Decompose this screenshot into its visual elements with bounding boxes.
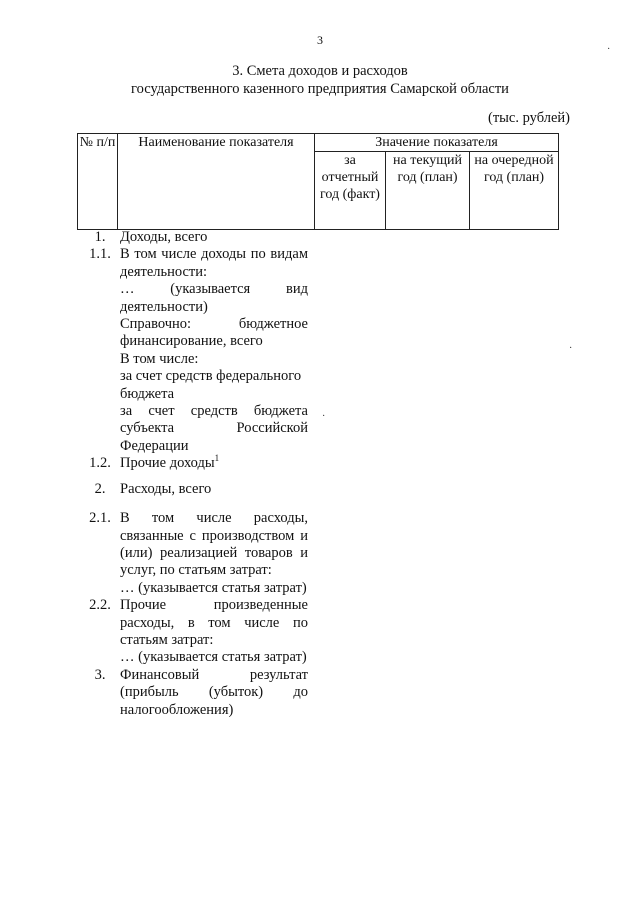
row-label: [120, 455, 308, 472]
row-label: Финансовый результат (прибыль (убыток) до налогообложения): [120, 666, 308, 718]
footnote-marker: 1: [214, 453, 220, 464]
scan-speck: ·: [607, 44, 611, 55]
row-number: 2.: [94, 480, 106, 497]
row-production-expenses: [80, 510, 320, 580]
row-other-expenses: [80, 597, 320, 649]
row-including: В том числе:: [120, 350, 199, 367]
row-income-by-activity: [80, 246, 320, 281]
row-label: Расходы, всего: [120, 480, 212, 497]
scan-speck: ·: [569, 343, 573, 354]
header-indicator-value: Значение показателя: [315, 134, 559, 152]
row-other-income: [80, 455, 320, 472]
row-label: Прочие произведенные расходы, в том числе по статьям затрат:: [120, 597, 308, 648]
document-subtitle: государственного казенного предприятия Самарской области: [131, 81, 509, 97]
units-note: (тыс. рублей): [488, 110, 570, 126]
row-label: В том числе расходы, связанные с производством и (или) реализацией товаров и услуг, по статьям затрат:: [120, 510, 308, 579]
estimate-rows: [80, 229, 320, 719]
row-number: 2.1.: [89, 510, 111, 527]
row-number: 1.: [94, 229, 106, 245]
header-reporting-year: за отчетный год (факт): [315, 152, 386, 230]
row-label: В том числе доходы по видам деятельности:: [120, 246, 308, 280]
row-number: 1.1.: [89, 246, 111, 263]
row-federal-budget: за счет средств федерального бюджета: [120, 368, 302, 402]
header-number: № п/п: [78, 134, 118, 230]
row-number: 2.2.: [89, 597, 111, 614]
row-label-text: Прочие доходы: [120, 455, 215, 472]
estimate-table-header: [77, 133, 559, 230]
row-regional-budget: за счет средств бюджета субъекта Российской Федерации: [120, 403, 308, 454]
scan-speck: ·: [322, 411, 326, 422]
row-activity-type: … (указывается вид деятельности): [120, 281, 308, 315]
row-number: 1.2.: [89, 455, 111, 472]
row-income-total: [80, 229, 320, 246]
document-title: 3. Смета доходов и расходов: [232, 63, 408, 79]
row-expenses-total: [80, 481, 320, 498]
row-budget-financing: Справочно: бюджетное финансирование, всего: [120, 316, 308, 350]
header-current-year: на текущий год (план): [386, 152, 470, 230]
header-indicator-name: Наименование показателя: [118, 134, 315, 230]
row-cost-item: … (указывается статья затрат): [120, 649, 307, 666]
row-cost-item: … (указывается статья затрат): [120, 579, 307, 596]
header-next-year: на очередной год (план): [470, 152, 559, 230]
page-number: 3: [317, 33, 323, 47]
row-label: Доходы, всего: [120, 229, 208, 245]
row-number: 3.: [94, 666, 106, 683]
row-financial-result: [80, 667, 320, 719]
